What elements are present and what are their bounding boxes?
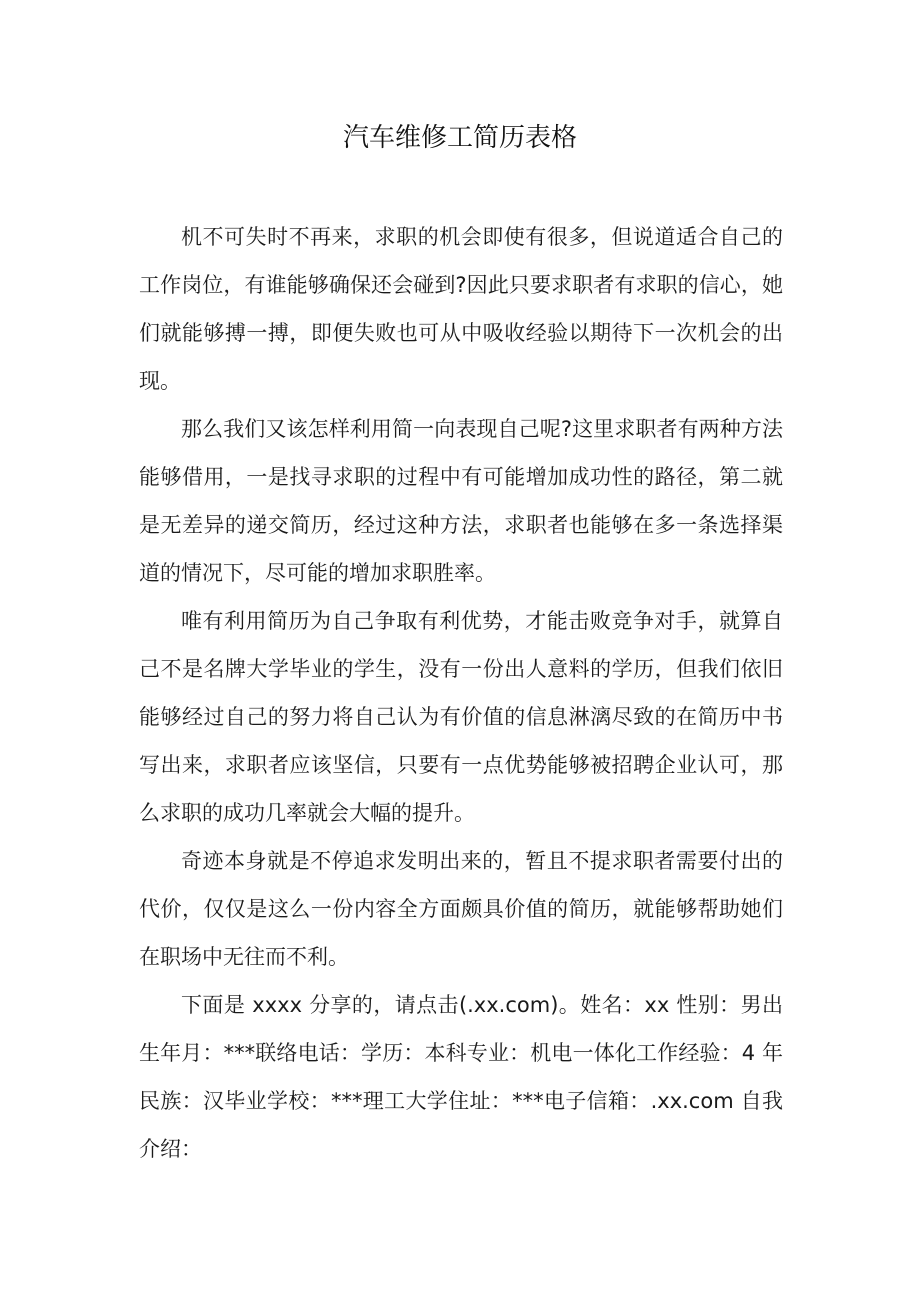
paragraph-resume-info: 下面是 xxxx 分享的，请点击(.xx.com)。姓名：xx 性别：男出生年月：***联络电话：学历：本科专业：机电一体化工作经验：4 年民族：汉毕业学校：***理工大学住址：***电子信箱：.xx.com 自我介绍： [139, 993, 783, 1161]
paragraph-advantage: 唯有利用简历为自己争取有利优势，才能击败竞争对手，就算自己不是名牌大学毕业的学生，没有一份出人意料的学历，但我们依旧能够经过自己的努力将自己认为有价值的信息淋漓尽致的在简历中书写出来，求职者应该坚信，只要有一点优势能够被招聘企业认可，那么求职的成功几率就会大幅的提升。 [139, 609, 783, 825]
paragraph-methods: 那么我们又该怎样利用简一向表现自己呢?这里求职者有两种方法能够借用，一是找寻求职的过程中有可能增加成功性的路径，第二就是无差异的递交简历，经过这种方法，求职者也能够在多一条选择渠道的情况下，尽可能的增加求职胜率。 [139, 417, 783, 585]
paragraph-intro: 机不可失时不再来，求职的机会即使有很多，但说道适合自己的工作岗位，有谁能够确保还会碰到?因此只要求职者有求职的信心，她们就能够搏一搏，即便失败也可从中吸收经验以期待下一次机会的出现。 [139, 225, 783, 393]
page-title: 汽车维修工简历表格 [342, 123, 577, 153]
document-body [139, 213, 783, 1173]
paragraph-miracle: 奇迹本身就是不停追求发明出来的，暂且不提求职者需要付出的代价，仅仅是这么一份内容全方面颇具价值的简历，就能够帮助她们在职场中无往而不利。 [139, 849, 783, 969]
